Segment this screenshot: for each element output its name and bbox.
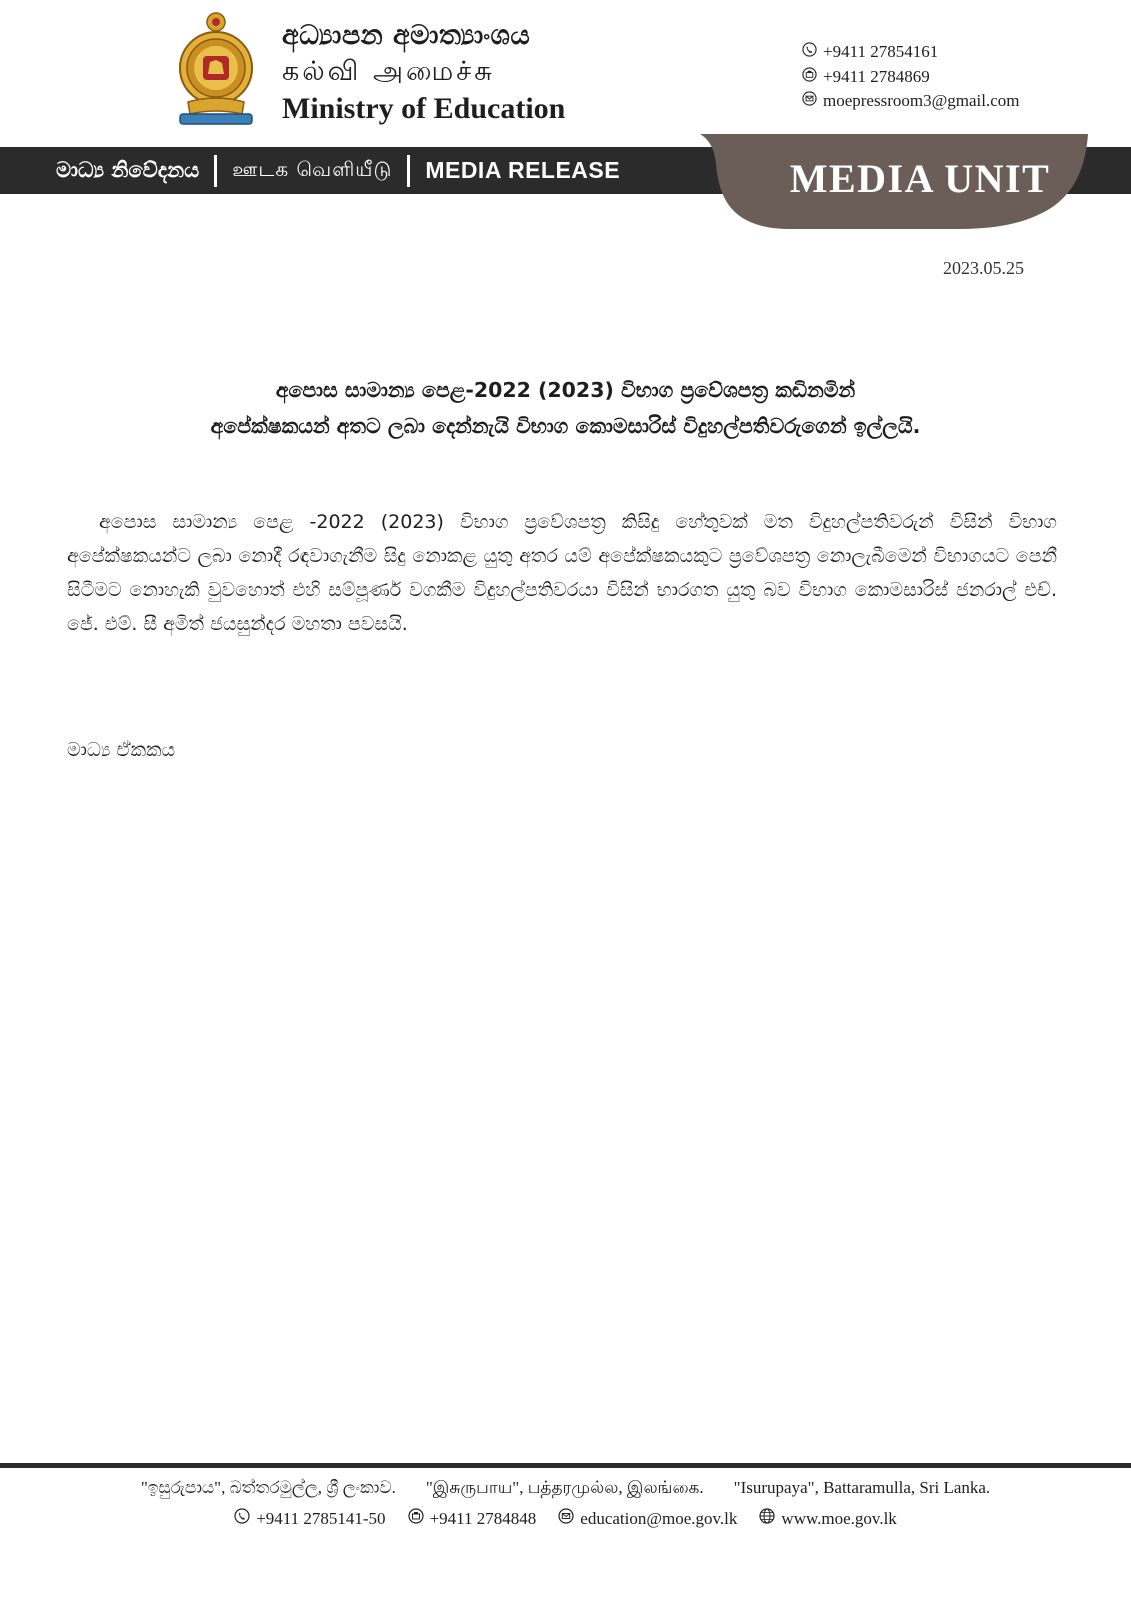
footer-phone[interactable]: +9411 2785141-50 — [256, 1508, 386, 1528]
header-phone-row — [802, 40, 1019, 65]
phone-icon — [234, 1508, 250, 1529]
media-release-tamil: ஊடக வெளியீடு — [232, 157, 393, 181]
header-email-row — [802, 89, 1019, 114]
footer-website-item — [759, 1508, 896, 1529]
media-unit-label: MEDIA UNIT — [789, 156, 1051, 201]
footer-email[interactable]: education@moe.gov.lk — [580, 1508, 738, 1528]
release-title — [40, 372, 1091, 444]
email-icon — [802, 89, 817, 114]
footer-divider — [0, 1463, 1131, 1468]
band-divider — [214, 155, 217, 187]
release-body: අපොස සාමාන්‍ය පෙළ -2022 (2023) විභාග ප්‍රවේශපත්‍ර කිසිදු හේතුවක් මත විදුහල්පතිවරුන් විසින් විභාග අපේක්ෂකයන්ට ලබා නොදී රඳවාගැනීම සිදු නොකළ යුතු අතර යම් අපේක්ෂකයකුට ප්‍රවේශපත්‍ර නොලැබීමෙන් විභාගයට පෙනී සිටීමට නොහැකි වුවහොත් එහි සම්පූර්ණ වගකීම විදුහල්පතිවරයා විසින් භාරගත යුතු බව විභාග කොමසාරිස් ජනරාල් එච්. ජේ. එම්. සී අමිත් ජයසුන්දර මහතා පවසයි. — [67, 511, 1057, 635]
fax-icon — [802, 65, 817, 90]
ministry-name-english: Ministry of Education — [282, 92, 566, 125]
footer-email-item — [558, 1508, 737, 1529]
header-email[interactable]: moepressroom3@gmail.com — [823, 91, 1020, 110]
footer-contacts — [0, 1508, 1131, 1529]
release-date: 2023.05.25 — [943, 258, 1024, 278]
release-title-line2: අපේක්ෂකයන් අතට ලබා දෙන්නැයි විභාග කොමසාරිස් විදුහල්පතිවරුගෙන් ඉල්ලයි. — [210, 414, 921, 438]
footer-website[interactable]: www.moe.gov.lk — [781, 1508, 897, 1528]
footer-fax: +9411 2784848 — [429, 1508, 537, 1528]
header-fax-row — [802, 65, 1019, 90]
footer-address-tamil: "இசுருபாய", பத்தரமுல்ல, இலங்கை. — [425, 1478, 704, 1497]
band-divider — [407, 155, 410, 187]
ministry-name-tamil: கல்வி அமைச்சு — [282, 56, 495, 87]
ministry-emblem-logo — [176, 10, 256, 128]
header-contacts — [802, 40, 1019, 114]
footer-address-sinhala: "ඉසුරුපාය", බත්තරමුල්ල, ශ්‍රී ලංකාව. — [140, 1478, 396, 1497]
footer-address-english: "Isurupaya", Battaramulla, Sri Lanka. — [733, 1478, 991, 1497]
footer-address — [0, 1478, 1131, 1500]
footer-fax-item — [408, 1508, 537, 1529]
footer-phone-item — [234, 1508, 385, 1529]
ministry-name-block — [282, 18, 565, 128]
globe-icon — [759, 1508, 775, 1529]
header-fax: +9411 2784869 — [823, 66, 930, 86]
phone-icon — [802, 40, 817, 65]
media-release-labels — [56, 147, 620, 194]
email-icon — [558, 1508, 574, 1529]
ministry-name-sinhala: අධ්‍යාපන අමාත්‍යාංශය — [282, 20, 531, 51]
fax-icon — [408, 1508, 424, 1529]
media-release-english: MEDIA RELEASE — [425, 157, 621, 183]
media-release-sinhala: මාධ්‍ය නිවේදනය — [56, 158, 200, 182]
release-signoff: මාධ්‍ය ඒකකය — [67, 739, 176, 761]
header-phone[interactable]: +9411 27854161 — [823, 42, 939, 61]
release-title-line1: අපොස සාමාන්‍ය පෙළ-2022 (2023) විභාග ප්‍රවේශපත්‍ර කඩිනමින් — [275, 378, 856, 402]
